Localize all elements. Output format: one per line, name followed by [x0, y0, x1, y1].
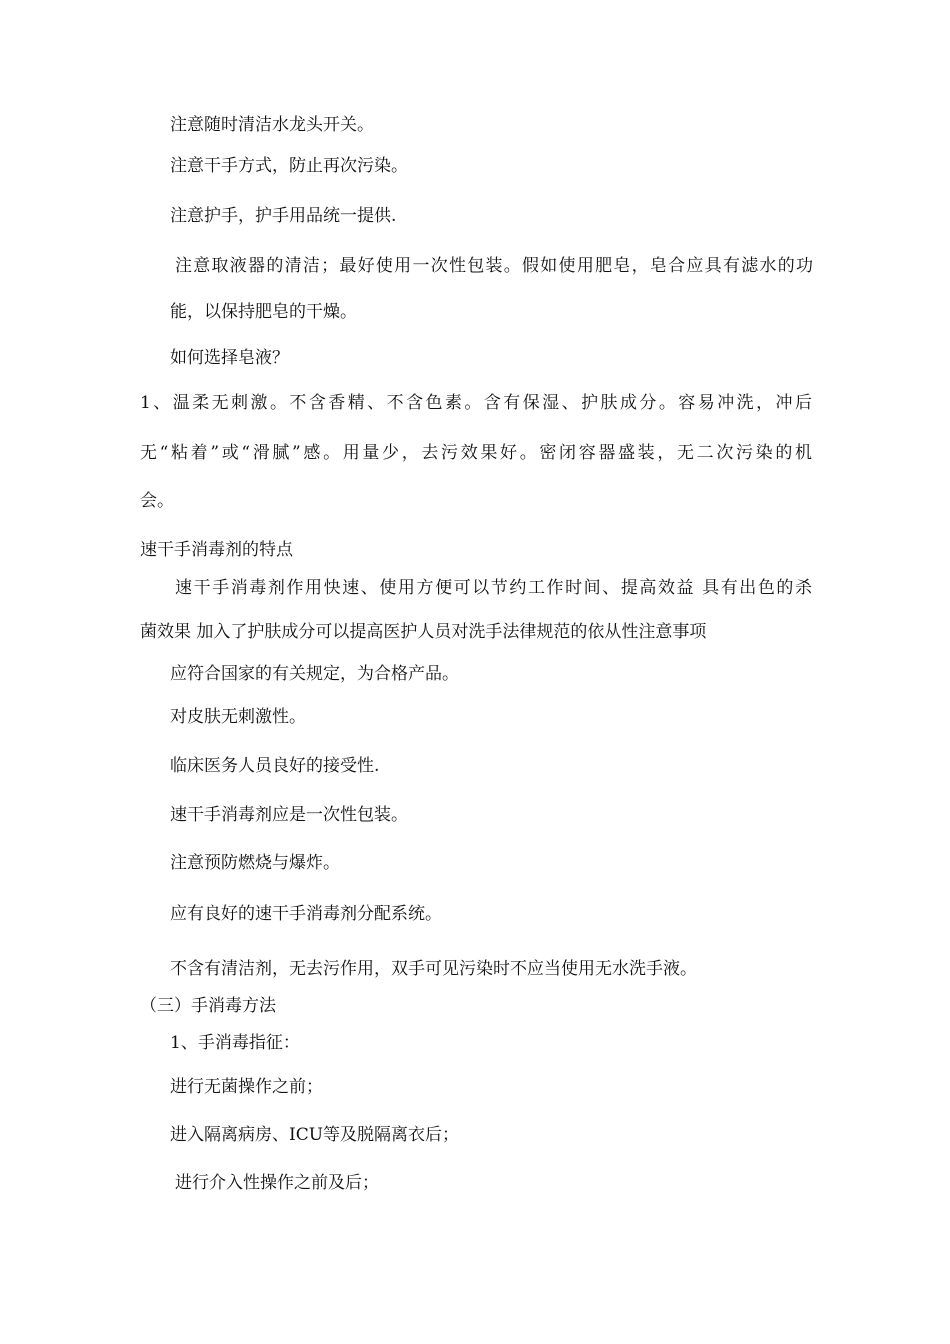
- text-line: 注意护手，护手用品统一提供.: [170, 206, 397, 226]
- text-line: 会。: [140, 491, 174, 511]
- text-line: 注意预防燃烧与爆炸。: [170, 853, 340, 873]
- text-line: 不含有清洁剂，无去污作用，双手可见污染时不应当使用无水洗手液。: [170, 959, 697, 979]
- text-line: 临床医务人员良好的接受性.: [170, 756, 380, 776]
- text-line: 注意干手方式，防止再次污染。: [170, 156, 408, 176]
- text-line: 应符合国家的有关规定，为合格产品。: [170, 664, 459, 684]
- text-line: 注意随时清洁水龙头开关。: [170, 115, 374, 135]
- text-line: 速干手消毒剂作用快速、使用方便可以节约工作时间、提高效益 具有出色的杀: [175, 578, 812, 598]
- text-line: 能，以保持肥皂的干燥。: [170, 302, 357, 322]
- text-line: 应有良好的速干手消毒剂分配系统。: [170, 904, 442, 924]
- text-line: 1、手消毒指征：: [170, 1033, 300, 1053]
- text-line: 对皮肤无刺激性。: [170, 707, 306, 727]
- text-line: 无“粘着”或“滑腻”感。用量少，去污效果好。密闭容器盛装，无二次污染的机: [140, 443, 812, 463]
- text-line: 1、温柔无刺激。不含香精、不含色素。含有保湿、护肤成分。容易冲洗，冲后: [140, 393, 812, 413]
- text-line: 进入隔离病房、ICU等及脱隔离衣后；: [170, 1125, 460, 1145]
- text-line: 如何选择皂液？: [170, 348, 289, 368]
- text-line: 注意取液器的清洁；最好使用一次性包装。假如使用肥皂，皂合应具有滤水的功: [175, 256, 813, 276]
- text-line: 进行无菌操作之前；: [170, 1077, 323, 1097]
- text-line: 菌效果 加入了护肤成分可以提高医护人员对洗手法律规范的依从性注意事项: [140, 622, 707, 642]
- section-heading: （三）手消毒方法: [140, 996, 276, 1016]
- text-line: 进行介入性操作之前及后；: [175, 1173, 379, 1193]
- section-heading: 速干手消毒剂的特点: [140, 540, 293, 560]
- text-line: 速干手消毒剂应是一次性包装。: [170, 805, 408, 825]
